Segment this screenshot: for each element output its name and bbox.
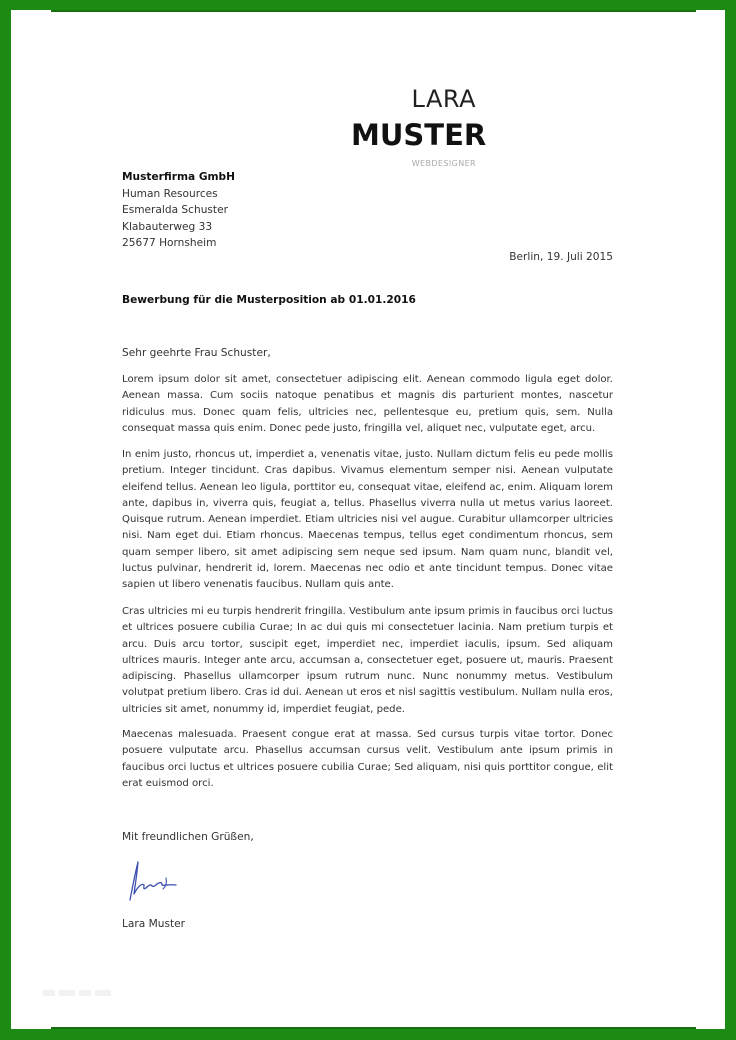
faint-watermark bbox=[43, 987, 113, 999]
closing-phrase: Mit freundlichen Grüßen, bbox=[122, 831, 254, 843]
recipient-company: Musterfirma GmbH bbox=[122, 171, 235, 183]
body-paragraph: Cras ultricies mi eu turpis hendrerit fringilla. Vestibulum ante ipsum primis in faucibus orci luctus et ultrices posuere cubilia Curae; In ac dui quis mi consectetuer lacinia. Nam pretium turpis et arcu. Duis arcu tortor, suscipit eget, imperdiet nec, imperdiet iaculis, ipsum. Sed aliquam ultrices mauris. Integer ante arcu, accumsan a, consectetuer eget, posuere ut, mauris. Praesent adipiscing. Phasellus ullamcorper ipsum rutrum nunc. Nunc nonummy metus. Vestibulum volutpat pretium libero. Cras id dui. Aenean ut eros et nisl sagittis vestibulum. Nullam nulla eros, ultricies sit amet, nonummy id, imperdiet feugiat, pede. bbox=[122, 606, 613, 715]
letter-subject: Bewerbung für die Musterposition ab 01.01.2016 bbox=[122, 294, 416, 306]
sender-last-name: MUSTER bbox=[351, 118, 487, 152]
recipient-address bbox=[122, 169, 235, 252]
signer-name: Lara Muster bbox=[122, 918, 186, 930]
bottom-rule bbox=[51, 1027, 696, 1029]
letter-page bbox=[11, 10, 725, 1029]
recipient-street: Klabauterweg 33 bbox=[122, 220, 213, 233]
recipient-department: Human Resources bbox=[122, 187, 218, 200]
sender-job-title: WEBDESIGNER bbox=[411, 159, 476, 168]
handwritten-signature bbox=[122, 856, 192, 906]
body-paragraph: In enim justo, rhoncus ut, imperdiet a, venenatis vitae, justo. Nullam dictum felis eu pede mollis pretium. Integer tincidunt. Cras dapibus. Vivamus elementum semper nisi. Aenean vulputate eleifend tellus. Aenean leo ligula, porttitor eu, consequat vitae, eleifend ac, enim. Aliquam lorem ante, dapibus in, viverra quis, feugiat a, tellus. Phasellus viverra nulla ut metus varius laoreet. Quisque rutrum. Aenean imperdiet. Etiam ultricies nisi vel augue. Curabitur ullamcorper ultricies nisi. Nam eget dui. Etiam rhoncus. Maecenas tempus, tellus eget condimentum rhoncus, sem quam semper libero, sit amet adipiscing sem neque sed ipsum. Nam quam nunc, blandit vel, luctus pulvinar, hendrerit id, lorem. Maecenas nec odio et ante tincidunt tempus. Donec vitae sapien ut libero venenatis faucibus. Nullam quis ante. bbox=[122, 449, 613, 591]
body-paragraph: Maecenas malesuada. Praesent congue erat at massa. Sed cursus turpis vitae tortor. Donec posuere vulputate arcu. Phasellus accumsan cursus velit. Vestibulum ante ipsum primis in faucibus orci luctus et ultrices posuere cubilia Curae; Sed aliquam, nisi quis porttitor congue, elit erat euismod orci. bbox=[122, 729, 613, 789]
letter-date: Berlin, 19. Juli 2015 bbox=[509, 251, 613, 263]
recipient-contact: Esmeralda Schuster bbox=[122, 204, 228, 216]
top-rule bbox=[51, 10, 696, 12]
body-paragraph: Lorem ipsum dolor sit amet, consectetuer adipiscing elit. Aenean commodo ligula eget dolor. Aenean massa. Cum sociis natoque penatibus et magnis dis parturient montes, nascetur ridiculus mus. Donec quam felis, ultricies nec, pellentesque eu, pretium quis, sem. Nulla consequat massa quis enim. Donec pede justo, fringilla vel, aliquet nec, vulputate eget, arcu. bbox=[122, 374, 613, 434]
salutation: Sehr geehrte Frau Schuster, bbox=[122, 347, 271, 359]
recipient-city: 25677 Hornsheim bbox=[122, 237, 217, 249]
sender-first-name: LARA bbox=[411, 85, 476, 113]
